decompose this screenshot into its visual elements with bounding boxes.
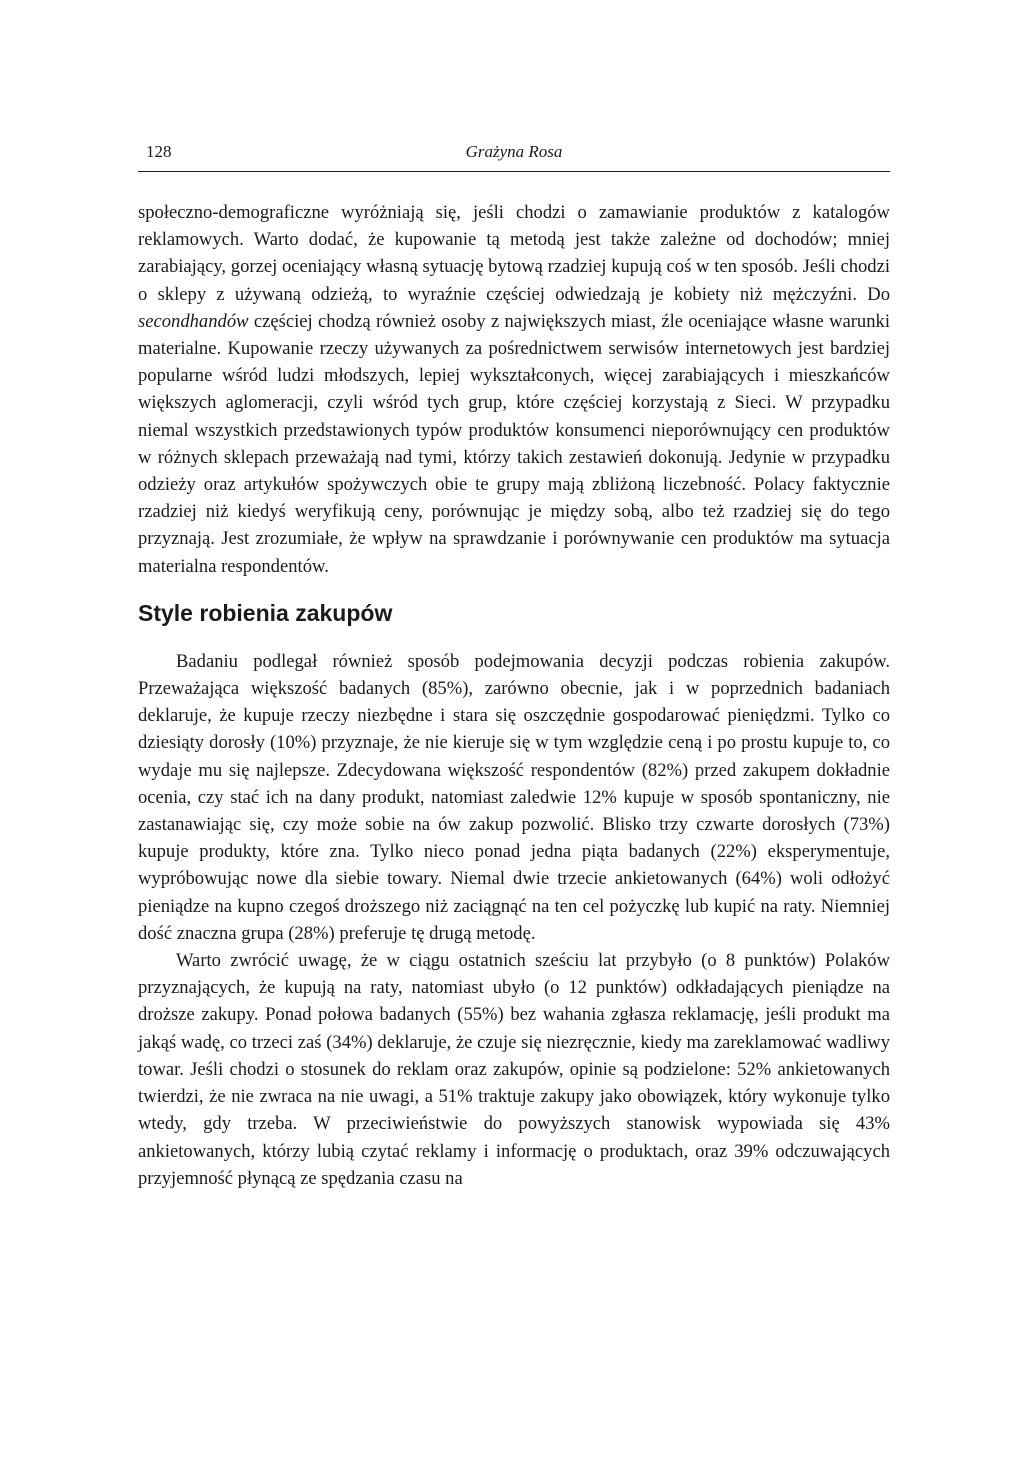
section-heading: Style robienia zakupów — [138, 599, 393, 626]
paragraph-continued — [138, 199, 890, 580]
book-page — [138, 0, 890, 1468]
italic-term: secondhandów — [138, 310, 249, 332]
page-number: 128 — [146, 142, 172, 161]
paragraph: Warto zwrócić uwagę, że w ciągu ostatnich sześciu lat przybyło (o 8 punktów) Polaków przyznających, że kupują na raty, natomiast ubyło (o 12 punktów) odkładających pieniądze na droższe zakupy. Ponad połowa badanych (55%) bez wahania zgłasza reklamację, jeśli produkt ma jakąś wadę, co trzeci zaś (34%) deklaruje, że czuje się niezręcznie, kiedy ma zareklamować wadliwy towar. Jeśli chodzi o stosunek do reklam oraz zakupów, opinie są podzielone: 52% ankietowanych twierdzi, że nie zwraca na nie uwagi, a 51% traktuje zakupy jako obowiązek, który wykonuje tylko wtedy, gdy trzeba. W przeciwieństwie do powyższych stanowisk wypowiada się 43% ankietowanych, którzy lubią czytać reklamy i informację o produktach, oraz 39% odczuwających przyjemność płynącą ze spędzania czasu na — [138, 950, 890, 1189]
page-body — [138, 199, 890, 1192]
paragraph-text: częściej chodzą również osoby z największych miast, źle oceniające własne warunki materialne. Kupowanie rzeczy używanych za pośrednictwem serwisów internetowych jest bardziej popularne wśród ludzi młodszych, lepiej wykształconych, więcej zarabiających i mieszkańców większych aglomeracji, czyli wśród tych grup, które częściej korzystają z Sieci. W przypadku niemal wszystkich przedstawionych typów produktów konsumenci nieporównujący cen produktów w różnych sklepach przeważają nad tymi, którzy takich zestawień dokonują. Jedynie w przypadku odzieży oraz artykułów spożywczych obie te grupy mają zbliżoną liczebność. Polacy faktycznie rzadziej niż kiedyś weryfikują ceny, porównując je między sobą, albo też rzadziej się do tego przyznają. Jest zrozumiałe, że wpływ na sprawdzanie i porównywanie cen produktów ma sytuacja materialna respondentów. — [138, 310, 890, 577]
paragraph: Badaniu podlegał również sposób podejmowania decyzji podczas robienia zakupów. Przeważająca większość badanych (85%), zarówno obecnie, jak i w poprzednich badaniach deklaruje, że kupuje rzeczy niezbędne i stara się oszczędnie gospodarować pieniędzmi. Tylko co dziesiąty dorosły (10%) przyznaje, że nie kieruje się w tym względzie ceną i po prostu kupuje to, co wydaje mu się najlepsze. Zdecydowana większość respondentów (82%) przed zakupem dokładnie ocenia, czy stać ich na dany produkt, natomiast zaledwie 12% kupuje w sposób spontaniczny, nie zastanawiając się, czy może sobie na ów zakup pozwolić. Blisko trzy czwarte dorosłych (73%) kupuje produkty, które zna. Tylko nieco ponad jedna piąta badanych (22%) eksperymentuje, wypróbowując nowe dla siebie towary. Niemal dwie trzecie ankietowanych (64%) woli odłożyć pieniądze na kupno czegoś droższego niż zaciągnąć na ten cel pożyczkę lub kupić na raty. Niemniej dość znaczna grupa (28%) preferuje tę drugą metodę. — [138, 650, 890, 944]
running-head-author: Grażyna Rosa — [465, 142, 563, 161]
running-head — [138, 140, 890, 164]
paragraph-text: społeczno-demograficzne wyróżniają się, jeśli chodzi o zamawianie produktów z katalogów reklamowych. Warto dodać, że kupowanie tą metodą jest także zależne od dochodów; mniej zarabiający, gorzej oceniający własną sytuację bytową rzadziej kupują coś w ten sposób. Jeśli chodzi o sklepy z używaną odzieżą, to wyraźnie częściej odwiedzają je kobiety niż mężczyźni. Do — [138, 202, 890, 305]
header-rule — [138, 171, 890, 172]
